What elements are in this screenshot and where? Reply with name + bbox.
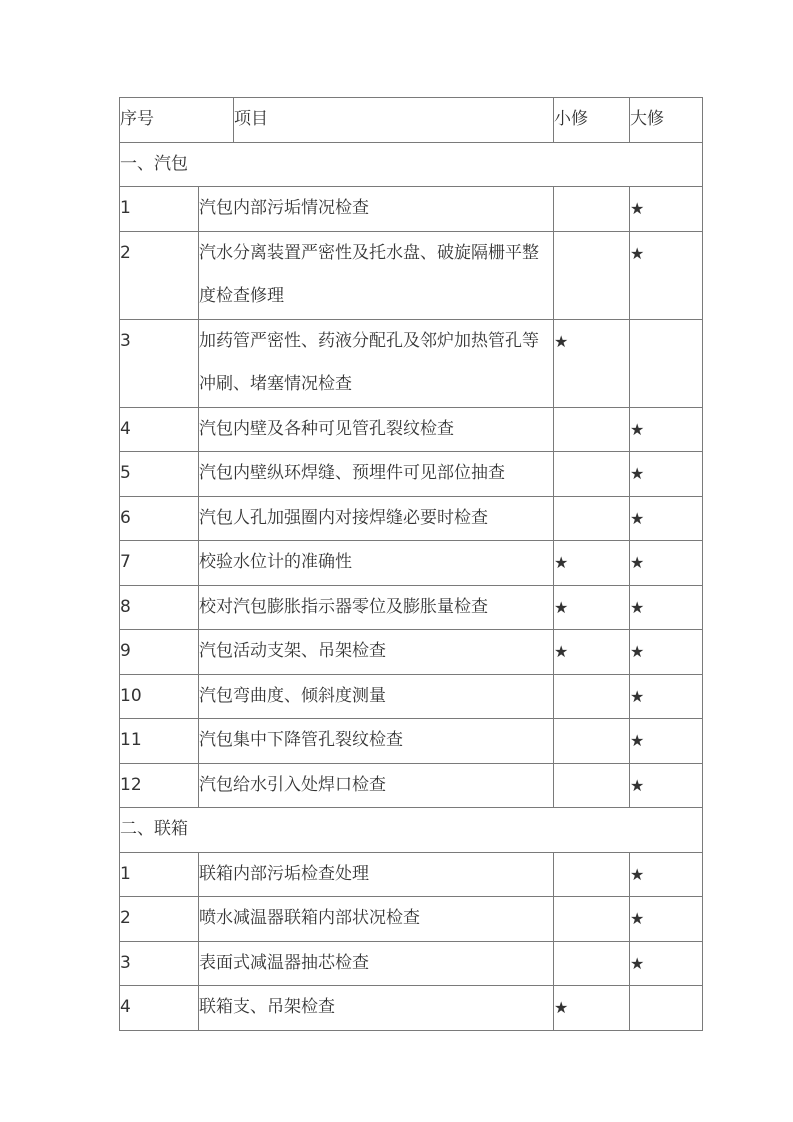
table-row <box>120 674 703 719</box>
row-number: 1 <box>120 187 199 232</box>
row-item: 校对汽包膨胀指示器零位及膨胀量检查 <box>199 585 554 630</box>
row-number: 10 <box>120 674 199 719</box>
row-item: 汽包活动支架、吊架检查 <box>199 630 554 675</box>
row-item: 联箱支、吊架检查 <box>199 986 554 1031</box>
section-row <box>120 142 703 187</box>
table-row <box>120 319 703 407</box>
minor-repair-mark: ★ <box>554 585 630 630</box>
major-repair-mark: ★ <box>630 496 703 541</box>
major-repair-mark: ★ <box>630 941 703 986</box>
row-item: 汽包集中下降管孔裂纹检查 <box>199 719 554 764</box>
major-repair-mark: ★ <box>630 852 703 897</box>
minor-repair-mark: ★ <box>554 986 630 1031</box>
major-repair-mark: ★ <box>630 630 703 675</box>
minor-repair-mark <box>554 897 630 942</box>
table-row <box>120 407 703 452</box>
section-row <box>120 808 703 853</box>
maintenance-items-table <box>119 97 703 1031</box>
row-number: 2 <box>120 897 199 942</box>
table-row <box>120 496 703 541</box>
minor-repair-mark: ★ <box>554 319 630 407</box>
table-row <box>120 897 703 942</box>
table-row <box>120 763 703 808</box>
table-row <box>120 541 703 586</box>
minor-repair-mark <box>554 719 630 764</box>
table-row <box>120 231 703 319</box>
table-header-row <box>120 98 703 143</box>
table-row <box>120 986 703 1031</box>
table-row <box>120 585 703 630</box>
minor-repair-mark: ★ <box>554 541 630 586</box>
major-repair-mark <box>630 986 703 1031</box>
minor-repair-mark <box>554 407 630 452</box>
major-repair-mark <box>630 319 703 407</box>
row-item: 校验水位计的准确性 <box>199 541 554 586</box>
minor-repair-mark <box>554 852 630 897</box>
document-page <box>119 97 702 1031</box>
row-number: 3 <box>120 319 199 407</box>
table-row <box>120 630 703 675</box>
major-repair-mark: ★ <box>630 719 703 764</box>
minor-repair-mark <box>554 496 630 541</box>
major-repair-mark: ★ <box>630 585 703 630</box>
minor-repair-mark <box>554 452 630 497</box>
row-item: 汽包内部污垢情况检查 <box>199 187 554 232</box>
table-row <box>120 852 703 897</box>
section-title: 一、汽包 <box>120 142 703 187</box>
row-number: 9 <box>120 630 199 675</box>
row-number: 7 <box>120 541 199 586</box>
row-item: 汽水分离装置严密性及托水盘、破旋隔栅平整度检查修理 <box>199 231 554 319</box>
minor-repair-mark <box>554 187 630 232</box>
major-repair-mark: ★ <box>630 897 703 942</box>
row-item: 联箱内部污垢检查处理 <box>199 852 554 897</box>
row-item: 喷水减温器联箱内部状况检查 <box>199 897 554 942</box>
row-item: 汽包人孔加强圈内对接焊缝必要时检查 <box>199 496 554 541</box>
row-item: 汽包内壁纵环焊缝、预埋件可见部位抽查 <box>199 452 554 497</box>
row-number: 4 <box>120 407 199 452</box>
row-number: 2 <box>120 231 199 319</box>
row-number: 1 <box>120 852 199 897</box>
row-number: 4 <box>120 986 199 1031</box>
major-repair-mark: ★ <box>630 452 703 497</box>
minor-repair-mark <box>554 941 630 986</box>
minor-repair-mark: ★ <box>554 630 630 675</box>
major-repair-mark: ★ <box>630 541 703 586</box>
major-repair-mark: ★ <box>630 407 703 452</box>
minor-repair-mark <box>554 763 630 808</box>
minor-repair-mark <box>554 231 630 319</box>
table-row <box>120 187 703 232</box>
row-item: 加药管严密性、药液分配孔及邻炉加热管孔等冲刷、堵塞情况检查 <box>199 319 554 407</box>
table-row <box>120 452 703 497</box>
row-item: 表面式减温器抽芯检查 <box>199 941 554 986</box>
row-number: 5 <box>120 452 199 497</box>
minor-repair-mark <box>554 674 630 719</box>
header-major-repair: 大修 <box>630 98 703 143</box>
row-number: 11 <box>120 719 199 764</box>
header-item: 项目 <box>234 98 554 143</box>
row-number: 8 <box>120 585 199 630</box>
header-seq: 序号 <box>120 98 234 143</box>
major-repair-mark: ★ <box>630 231 703 319</box>
row-item: 汽包弯曲度、倾斜度测量 <box>199 674 554 719</box>
major-repair-mark: ★ <box>630 674 703 719</box>
header-minor-repair: 小修 <box>554 98 630 143</box>
section-title: 二、联箱 <box>120 808 703 853</box>
table-row <box>120 719 703 764</box>
row-number: 6 <box>120 496 199 541</box>
major-repair-mark: ★ <box>630 187 703 232</box>
row-item: 汽包内壁及各种可见管孔裂纹检查 <box>199 407 554 452</box>
major-repair-mark: ★ <box>630 763 703 808</box>
row-number: 3 <box>120 941 199 986</box>
row-number: 12 <box>120 763 199 808</box>
row-item: 汽包给水引入处焊口检查 <box>199 763 554 808</box>
table-row <box>120 941 703 986</box>
